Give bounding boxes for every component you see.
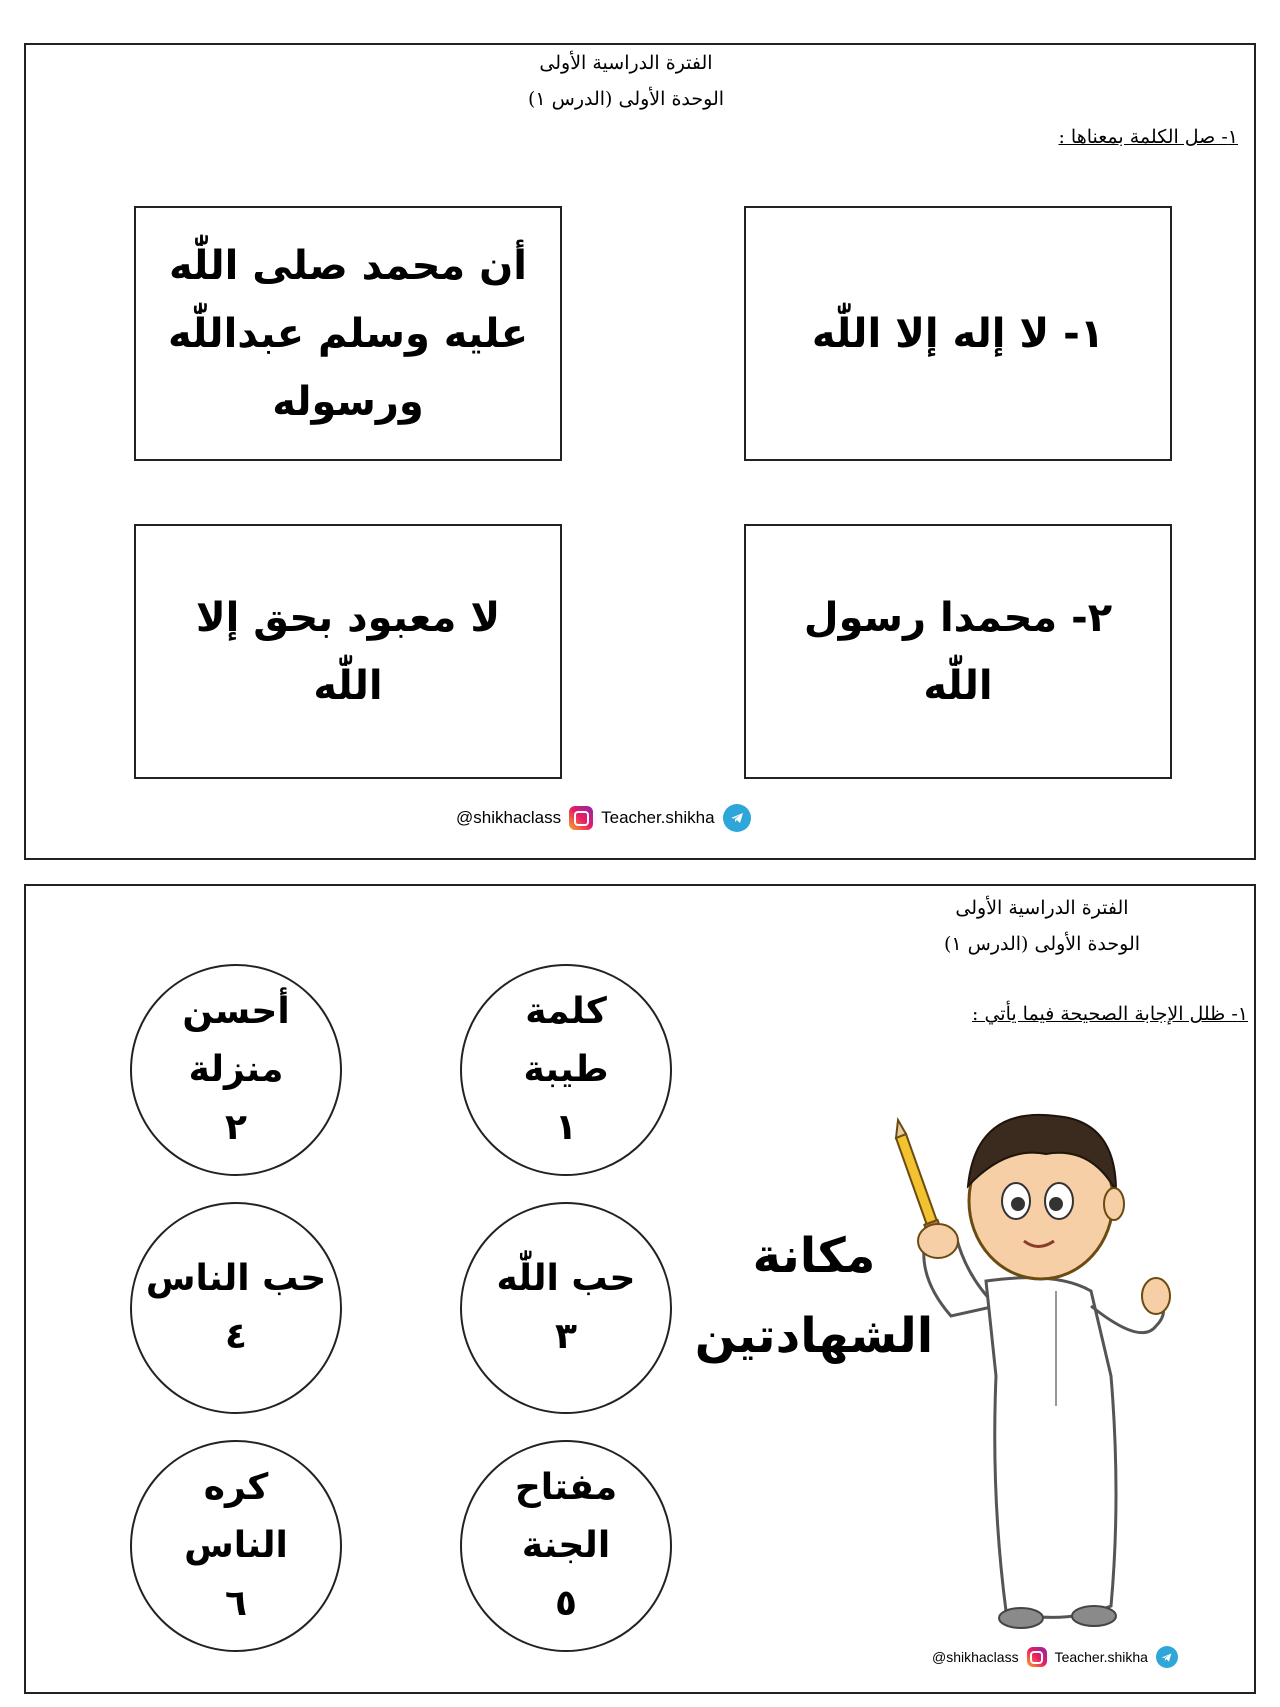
match-box-text: ١- لا إله إلا اللّٰه (811, 310, 1105, 357)
circle-text: حب اللّٰه (496, 1258, 636, 1299)
answer-circle-1[interactable] (460, 964, 672, 1176)
task-instruction: ١- صل الكلمة بمعناها : (1058, 126, 1238, 148)
circle-text: طيبة (523, 1049, 609, 1090)
social-footer (932, 1646, 1178, 1668)
circle-number: ٢ (225, 1107, 247, 1148)
circle-number: ٥ (555, 1583, 577, 1624)
answer-circle-4[interactable] (130, 1202, 342, 1414)
circle-text: مفتاح (514, 1467, 618, 1508)
instagram-icon (1027, 1647, 1047, 1667)
match-box-text: ٢- محمدا رسول اللّٰه (803, 594, 1113, 709)
telegram-icon (1156, 1646, 1178, 1668)
match-box-term-1[interactable] (744, 206, 1172, 461)
worksheet-shade (24, 884, 1256, 1694)
instagram-handle: Teacher.shikha (1054, 1649, 1148, 1665)
worksheet-match (24, 43, 1256, 860)
match-box-text: أن محمد صلى اللّٰه عليه وسلم عبداللّٰه ورسوله (167, 242, 529, 425)
circle-number: ٦ (225, 1583, 247, 1624)
answer-circle-5[interactable] (460, 1440, 672, 1652)
circle-text: أحسن (182, 991, 290, 1032)
term-label: الفترة الدراسية الأولى (539, 52, 713, 74)
sheet-header (416, 45, 836, 117)
match-box-text: لا معبود بحق إلا اللّٰه (195, 594, 501, 709)
sheet-header (852, 890, 1232, 962)
circle-text: الجنة (521, 1525, 611, 1566)
answer-circle-3[interactable] (460, 1202, 672, 1414)
task-instruction: ١- ظلل الإجابة الصحيحة فيما يأتي : (972, 1003, 1248, 1025)
circle-number: ١ (555, 1107, 577, 1148)
circle-number: ٤ (225, 1316, 247, 1357)
circle-text: حب الناس (145, 1258, 327, 1299)
answer-circle-2[interactable] (130, 964, 342, 1176)
lesson-title-line: الشهادتين (694, 1308, 934, 1364)
circle-text: كره (203, 1467, 269, 1508)
instagram-icon (569, 806, 593, 830)
lesson-title (694, 1216, 934, 1376)
social-footer (456, 804, 751, 832)
telegram-handle: @shikhaclass (932, 1649, 1019, 1665)
answer-circle-6[interactable] (130, 1440, 342, 1652)
match-box-meaning-2[interactable] (134, 524, 562, 779)
term-label: الفترة الدراسية الأولى (955, 897, 1129, 919)
lesson-title-line: مكانة (752, 1228, 876, 1284)
unit-lesson-label: الوحدة الأولى (الدرس ١) (943, 933, 1141, 955)
circle-text: منزلة (188, 1049, 284, 1090)
unit-lesson-label: الوحدة الأولى (الدرس ١) (527, 88, 725, 110)
match-box-meaning-1[interactable] (134, 206, 562, 461)
telegram-handle: @shikhaclass (456, 808, 562, 827)
circle-text: كلمة (525, 991, 607, 1032)
telegram-icon (723, 804, 751, 832)
circle-text: الناس (184, 1525, 288, 1566)
circle-number: ٣ (555, 1316, 577, 1357)
instagram-handle: Teacher.shikha (601, 808, 715, 827)
match-box-term-2[interactable] (744, 524, 1172, 779)
